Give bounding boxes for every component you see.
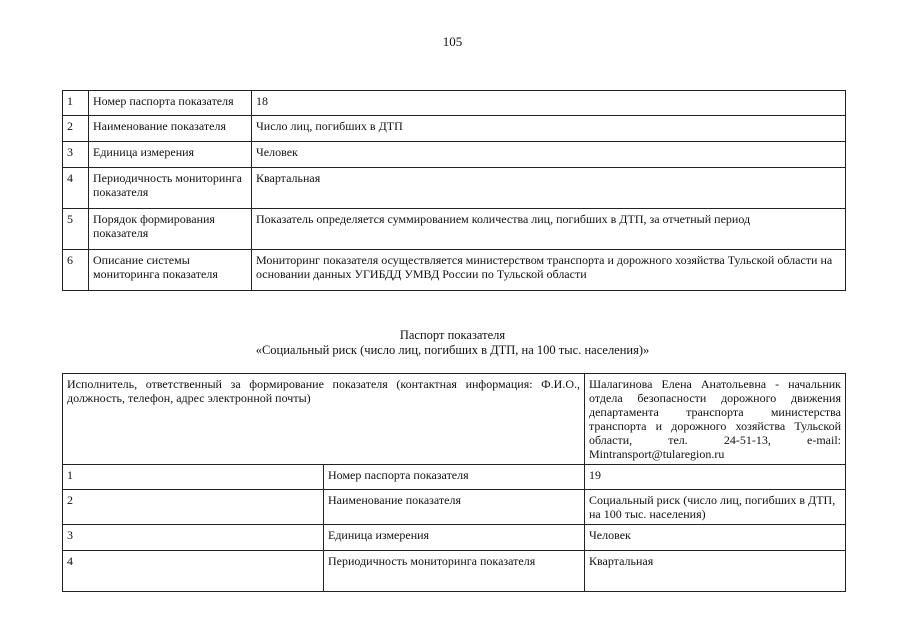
row-number: 1 — [63, 91, 89, 116]
row-value: Квартальная — [252, 168, 846, 209]
row-label: Единица измерения — [324, 525, 585, 551]
table-row — [63, 250, 846, 291]
row-number: 2 — [63, 116, 89, 142]
table-row — [63, 91, 846, 116]
row-number: 5 — [63, 209, 89, 250]
row-label: Единица измерения — [89, 142, 252, 168]
row-number: 2 — [63, 490, 324, 525]
row-label: Номер паспорта показателя — [324, 465, 585, 490]
table-row — [63, 465, 846, 490]
table-row — [63, 551, 846, 592]
row-value: Число лиц, погибших в ДТП — [252, 116, 846, 142]
row-label: Периодичность мониторинга показателя — [324, 551, 585, 592]
row-value: 18 — [252, 91, 846, 116]
row-value: 19 — [585, 465, 846, 490]
row-value: Человек — [585, 525, 846, 551]
table-row — [63, 525, 846, 551]
indicator-passport-table-18 — [62, 90, 846, 291]
table-row — [63, 116, 846, 142]
row-number: 3 — [63, 525, 324, 551]
row-label: Номер паспорта показателя — [89, 91, 252, 116]
row-label: Наименование показателя — [324, 490, 585, 525]
row-number: 3 — [63, 142, 89, 168]
row-number: 1 — [63, 465, 324, 490]
page-number: 105 — [442, 34, 463, 49]
row-value: Показатель определяется суммированием количества лиц, погибших в ДТП, за отчетный период — [252, 209, 846, 250]
row-value: Мониторинг показателя осуществляется министерством транспорта и дорожного хозяйства Тульской области на основании данных УГИБДД УМВД России по Тульской области — [252, 250, 846, 291]
row-value: Человек — [252, 142, 846, 168]
indicator-passport-table-19 — [62, 373, 846, 592]
row-number: 6 — [63, 250, 89, 291]
row-label: Периодичность мониторинга показателя — [89, 168, 252, 209]
executor-label: Исполнитель, ответственный за формирование показателя (контактная информация: Ф.И.О., должность, телефон, адрес электронной почты) — [63, 374, 585, 465]
passport-heading-line1: Паспорт показателя — [399, 328, 506, 342]
row-value: Социальный риск (число лиц, погибших в ДТП, на 100 тыс. населения) — [585, 490, 846, 525]
table-row-executor — [63, 374, 846, 465]
row-number: 4 — [63, 168, 89, 209]
row-value: Квартальная — [585, 551, 846, 592]
table-row — [63, 168, 846, 209]
row-number: 4 — [63, 551, 324, 592]
table-row — [63, 209, 846, 250]
row-label: Наименование показателя — [89, 116, 252, 142]
executor-value: Шалагинова Елена Анатольевна - начальник отдела безопасности дорожного движения департамента транспорта министерства транспорта и дорожного хозяйства Тульской области, тел. 24-51-13, e-mail: Mintransport@tularegion.ru — [585, 374, 846, 465]
row-label: Порядок формирования показателя — [89, 209, 252, 250]
passport-heading-line2: «Социальный риск (число лиц, погибших в ДТП, на 100 тыс. населения)» — [255, 343, 650, 357]
table-row — [63, 142, 846, 168]
passport-heading — [0, 328, 905, 358]
table-row — [63, 490, 846, 525]
row-label: Описание системы мониторинга показателя — [89, 250, 252, 291]
